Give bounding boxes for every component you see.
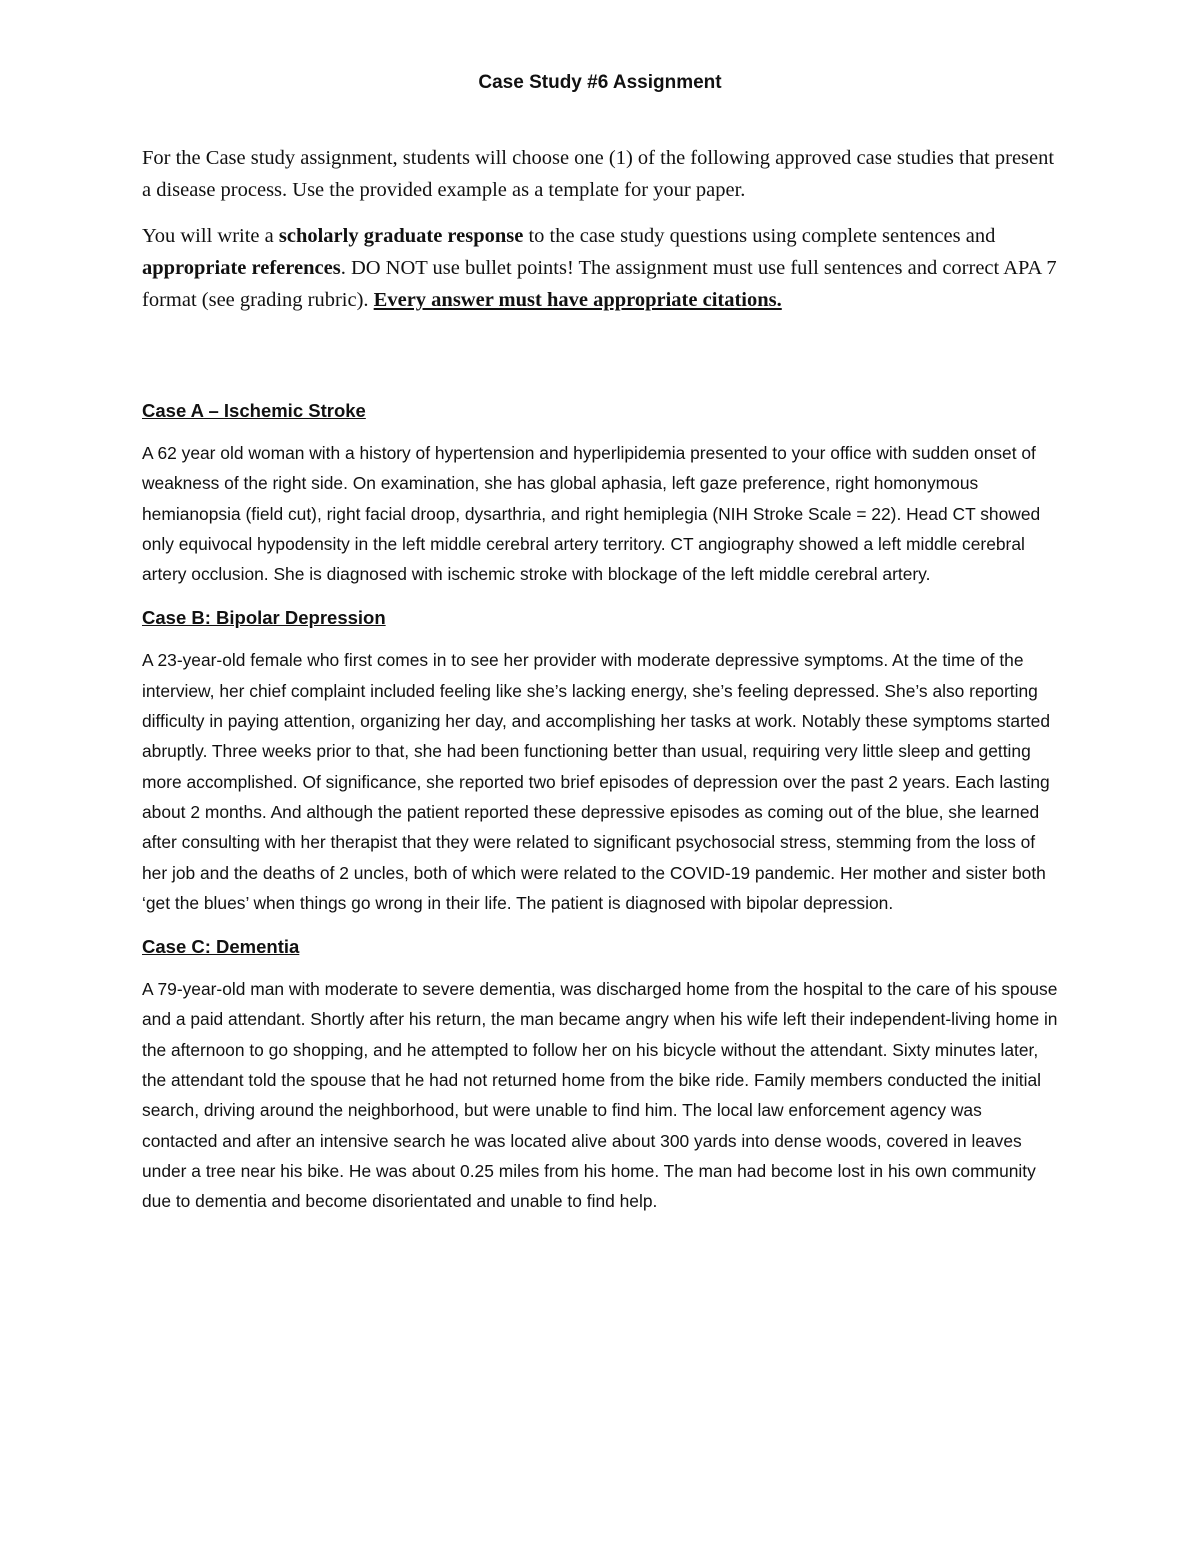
instructions-emphasis: Every answer must have appropriate citations.: [373, 289, 782, 311]
instructions-text-3: . DO NOT use bullet points! The assignment must use full sentences and correct APA 7 format (see grading rubric).: [142, 257, 1057, 311]
instructions-paragraph: [142, 220, 1058, 316]
case-b-section: [142, 605, 1058, 918]
case-a-section: [142, 398, 1058, 589]
case-c-heading: Case C: Dementia: [142, 936, 300, 958]
case-a-heading: Case A – Ischemic Stroke: [142, 400, 366, 421]
spacer: [142, 330, 1058, 398]
instructions-bold-2: appropriate references: [142, 257, 341, 279]
document-title: Case Study #6 Assignment: [478, 72, 722, 93]
instructions-text-2: to the case study questions using complete sentences and: [523, 225, 996, 247]
instructions-bold-1: scholarly graduate response: [278, 225, 524, 247]
case-c-body: A 79-year-old man with moderate to severe dementia, was discharged home from the hospital to the care of his spouse and a paid attendant. Shortly after his return, the man became angry when his wife left their independent-living home in the afternoon to go shopping, and he attempted to follow her on his bicycle without the attendant. Sixty minutes later, the attendant told the spouse that he had not returned home from the bike ride. Family members conducted the initial search, driving around the neighborhood, but were unable to find him. The local law enforcement agency was contacted and after an intensive search he was located alive about 300 yards into dense woods, covered in leaves under a tree near his bike. He was about 0.25 miles from his home. The man had become lost in his own community due to dementia and become disorientated and unable to find help.: [142, 979, 1058, 1212]
case-a-body: A 62 year old woman with a history of hypertension and hyperlipidemia presented to your office with sudden onset of weakness of the right side. On examination, she has global aphasia, left gaze preference, right homonymous hemianopsia (field cut), right facial droop, dysarthria, and right hemiplegia (NIH Stroke Scale = 22). Head CT showed only equivocal hypodensity in the left middle cerebral artery territory. CT angiography showed a left middle cerebral artery occlusion. She is diagnosed with ischemic stroke with blockage of the left middle cerebral artery.: [142, 443, 1041, 585]
case-c-section: [142, 934, 1058, 1216]
case-b-body: A 23-year-old female who first comes in to see her provider with moderate depressive symptoms. At the time of the interview, her chief complaint included feeling like she’s lacking energy, she’s feeling depressed. She’s also reporting difficulty in paying attention, organizing her day, and accomplishing her tasks at work. Notably these symptoms started abruptly. Three weeks prior to that, she had been functioning better than usual, requiring very little sleep and getting more accomplished. Of significance, she reported two brief episodes of depression over the past 2 years. Each lasting about 2 months. And although the patient reported these depressive episodes as coming out of the blue, she learned after consulting with her therapist that they were related to significant psychosocial stress, stemming from the loss of her job and the deaths of 2 uncles, both of which were related to the COVID-19 pandemic. Her mother and sister both ‘get the blues’ when things go wrong in their life. The patient is diagnosed with bipolar depression.: [142, 650, 1050, 913]
instructions-text-1: You will write a: [142, 225, 279, 247]
intro-paragraph: For the Case study assignment, students will choose one (1) of the following approved case studies that present a disease process. Use the provided example as a template for your paper.: [142, 147, 1055, 201]
case-b-heading: Case B: Bipolar Depression: [142, 607, 386, 629]
